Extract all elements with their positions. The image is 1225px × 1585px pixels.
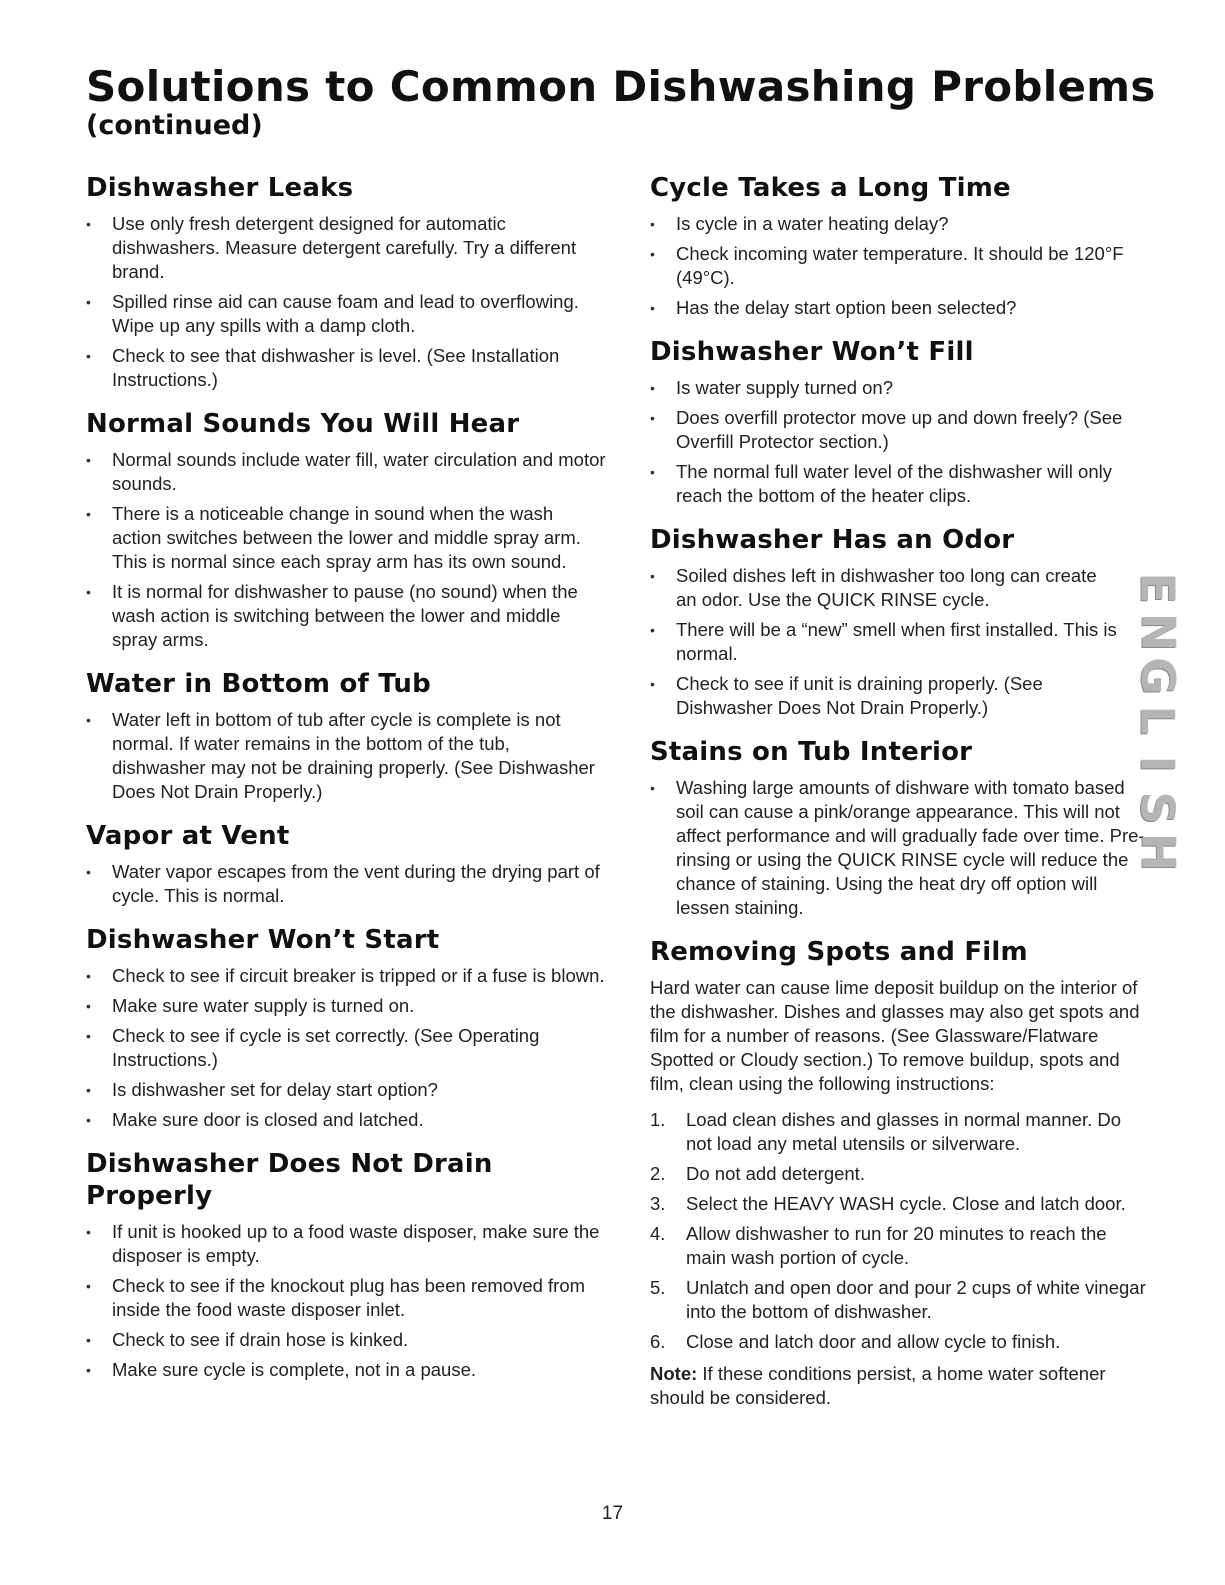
- section-heading: Dishwasher Has an Odor: [650, 525, 1015, 555]
- list-item: • Does overfill protector move up and down freely? (See Overfill Protector section.): [650, 406, 1150, 454]
- list-item: • Soiled dishes left in dishwasher too long can create an odor. Use the QUICK RINSE cycle.: [650, 564, 1120, 612]
- side-tab-letter: E: [1131, 572, 1185, 604]
- step-item: [650, 1330, 1150, 1354]
- list-item: • Use only fresh detergent designed for automatic dishwashers. Measure detergent carefully. Try a different brand.: [86, 212, 606, 284]
- list-item: • Check incoming water temperature. It should be 120°F (49°C).: [650, 242, 1150, 290]
- section-heading: Stains on Tub Interior: [650, 737, 973, 767]
- section-spots-film: [650, 936, 1150, 1410]
- list-item: • Check to see that dishwasher is level. (See Installation Instructions.): [86, 344, 606, 392]
- section-heading: Vapor at Vent: [86, 821, 290, 851]
- list-item: • Has the delay start option been selected?: [650, 296, 1150, 320]
- list-item: • The normal full water level of the dishwasher will only reach the bottom of the heater clips.: [650, 460, 1150, 508]
- step-item: [650, 1192, 1150, 1216]
- list-item: • Make sure door is closed and latched.: [86, 1108, 606, 1132]
- list-item: • Make sure water supply is turned on.: [86, 994, 606, 1018]
- side-tab-letter: G: [1130, 657, 1185, 695]
- step-number: 2.: [650, 1163, 666, 1184]
- section-cycle-long: [650, 172, 1150, 320]
- step-number: 1.: [650, 1109, 666, 1130]
- section-heading: Cycle Takes a Long Time: [650, 173, 1011, 203]
- step-text: Close and latch door and allow cycle to finish.: [686, 1331, 1061, 1352]
- step-item: [650, 1162, 1150, 1186]
- section-wont-start: [86, 924, 606, 1132]
- list-item: • Spilled rinse aid can cause foam and lead to overflowing. Wipe up any spills with a damp cloth.: [86, 290, 606, 338]
- step-text: Do not add detergent.: [686, 1163, 865, 1184]
- section-heading: Dishwasher Does Not Drain Properly: [86, 1149, 493, 1211]
- step-text: Select the HEAVY WASH cycle. Close and latch door.: [686, 1193, 1126, 1214]
- steps-list: [650, 1108, 1150, 1354]
- section-stains: [650, 736, 1150, 920]
- step-text: Unlatch and open door and pour 2 cups of white vinegar into the bottom of dishwasher.: [686, 1277, 1146, 1322]
- page-subtitle: (continued): [86, 110, 263, 141]
- step-number: 3.: [650, 1193, 666, 1214]
- left-column: [86, 172, 606, 1398]
- page-title: Solutions to Common Dishwashing Problems: [86, 62, 1156, 111]
- right-column: [650, 172, 1150, 1426]
- list-item: • Normal sounds include water fill, water circulation and motor sounds.: [86, 448, 606, 496]
- section-dishwasher-leaks: [86, 172, 606, 392]
- spots-intro: Hard water can cause lime deposit buildup on the interior of the dishwasher. Dishes and glasses may also get spots and film for a number of reasons. (See Glassware/Flatware Spotted or Cloudy section.) To remove buildup, spots and film, clean using the following instructions:: [650, 977, 1140, 1094]
- step-text: Load clean dishes and glasses in normal manner. Do not load any metal utensils or silverware.: [686, 1109, 1122, 1154]
- list-item: • Check to see if the knockout plug has been removed from inside the food waste disposer inlet.: [86, 1274, 606, 1322]
- side-tab-letter: H: [1131, 832, 1185, 872]
- list-item: • If unit is hooked up to a food waste disposer, make sure the disposer is empty.: [86, 1220, 606, 1268]
- note-text: If these conditions persist, a home water softener should be considered.: [650, 1363, 1106, 1408]
- section-heading: Removing Spots and Film: [650, 937, 1028, 967]
- list-item: • Washing large amounts of dishware with tomato based soil can cause a pink/orange appearance. This will not affect performance and will gradually fade over time. Pre-rinsing or using the QUICK RINSE cycle will reduce the chance of staining. Using the heat dry off option will lessen staining.: [650, 776, 1150, 920]
- list-item: • There will be a “new” smell when first installed. This is normal.: [650, 618, 1120, 666]
- side-tab-letter: N: [1131, 612, 1185, 652]
- step-number: 6.: [650, 1331, 666, 1352]
- side-tab-letter: I: [1131, 755, 1185, 773]
- list-item: • Is water supply turned on?: [650, 376, 1150, 400]
- section-wont-fill: [650, 336, 1150, 508]
- side-tab-letter: L: [1131, 705, 1185, 735]
- section-heading: Dishwasher Leaks: [86, 173, 354, 203]
- section-heading: Normal Sounds You Will Hear: [86, 409, 520, 439]
- list-item: • Check to see if unit is draining properly. (See Dishwasher Does Not Drain Properly.): [650, 672, 1120, 720]
- list-item: • Is cycle in a water heating delay?: [650, 212, 1150, 236]
- page-number: 17: [601, 1503, 624, 1524]
- section-vapor-at-vent: [86, 820, 606, 908]
- list-item: • Water left in bottom of tub after cycle is complete is not normal. If water remains in the bottom of the tub, dishwasher may not be draining properly. (See Dishwasher Does Not Drain Properly.): [86, 708, 606, 804]
- list-item: • Is dishwasher set for delay start option?: [86, 1078, 606, 1102]
- note: [650, 1362, 1150, 1410]
- list-item: • Check to see if cycle is set correctly. (See Operating Instructions.): [86, 1024, 606, 1072]
- step-number: 5.: [650, 1277, 666, 1298]
- language-side-tab: [1128, 566, 1184, 874]
- step-item: [650, 1108, 1150, 1156]
- section-does-not-drain: [86, 1148, 606, 1382]
- section-water-in-bottom: [86, 668, 606, 804]
- step-item: [650, 1222, 1150, 1270]
- list-item: • There is a noticeable change in sound when the wash action switches between the lower and middle spray arm. This is normal since each spray arm has its own sound.: [86, 502, 606, 574]
- list-item: • Check to see if circuit breaker is tripped or if a fuse is blown.: [86, 964, 606, 988]
- section-heading: Dishwasher Won’t Fill: [650, 337, 974, 367]
- section-odor: [650, 524, 1120, 720]
- side-tab-letter: S: [1130, 791, 1185, 825]
- step-text: Allow dishwasher to run for 20 minutes to reach the main wash portion of cycle.: [686, 1223, 1107, 1268]
- list-item: • Make sure cycle is complete, not in a pause.: [86, 1358, 606, 1382]
- list-item: • Check to see if drain hose is kinked.: [86, 1328, 606, 1352]
- list-item: • It is normal for dishwasher to pause (no sound) when the wash action is switching between the lower and middle spray arms.: [86, 580, 606, 652]
- section-heading: Water in Bottom of Tub: [86, 669, 431, 699]
- step-item: [650, 1276, 1150, 1324]
- step-number: 4.: [650, 1223, 666, 1244]
- note-label: Note:: [650, 1363, 698, 1384]
- section-normal-sounds: [86, 408, 606, 652]
- section-heading: Dishwasher Won’t Start: [86, 925, 440, 955]
- list-item: • Water vapor escapes from the vent during the drying part of cycle. This is normal.: [86, 860, 606, 908]
